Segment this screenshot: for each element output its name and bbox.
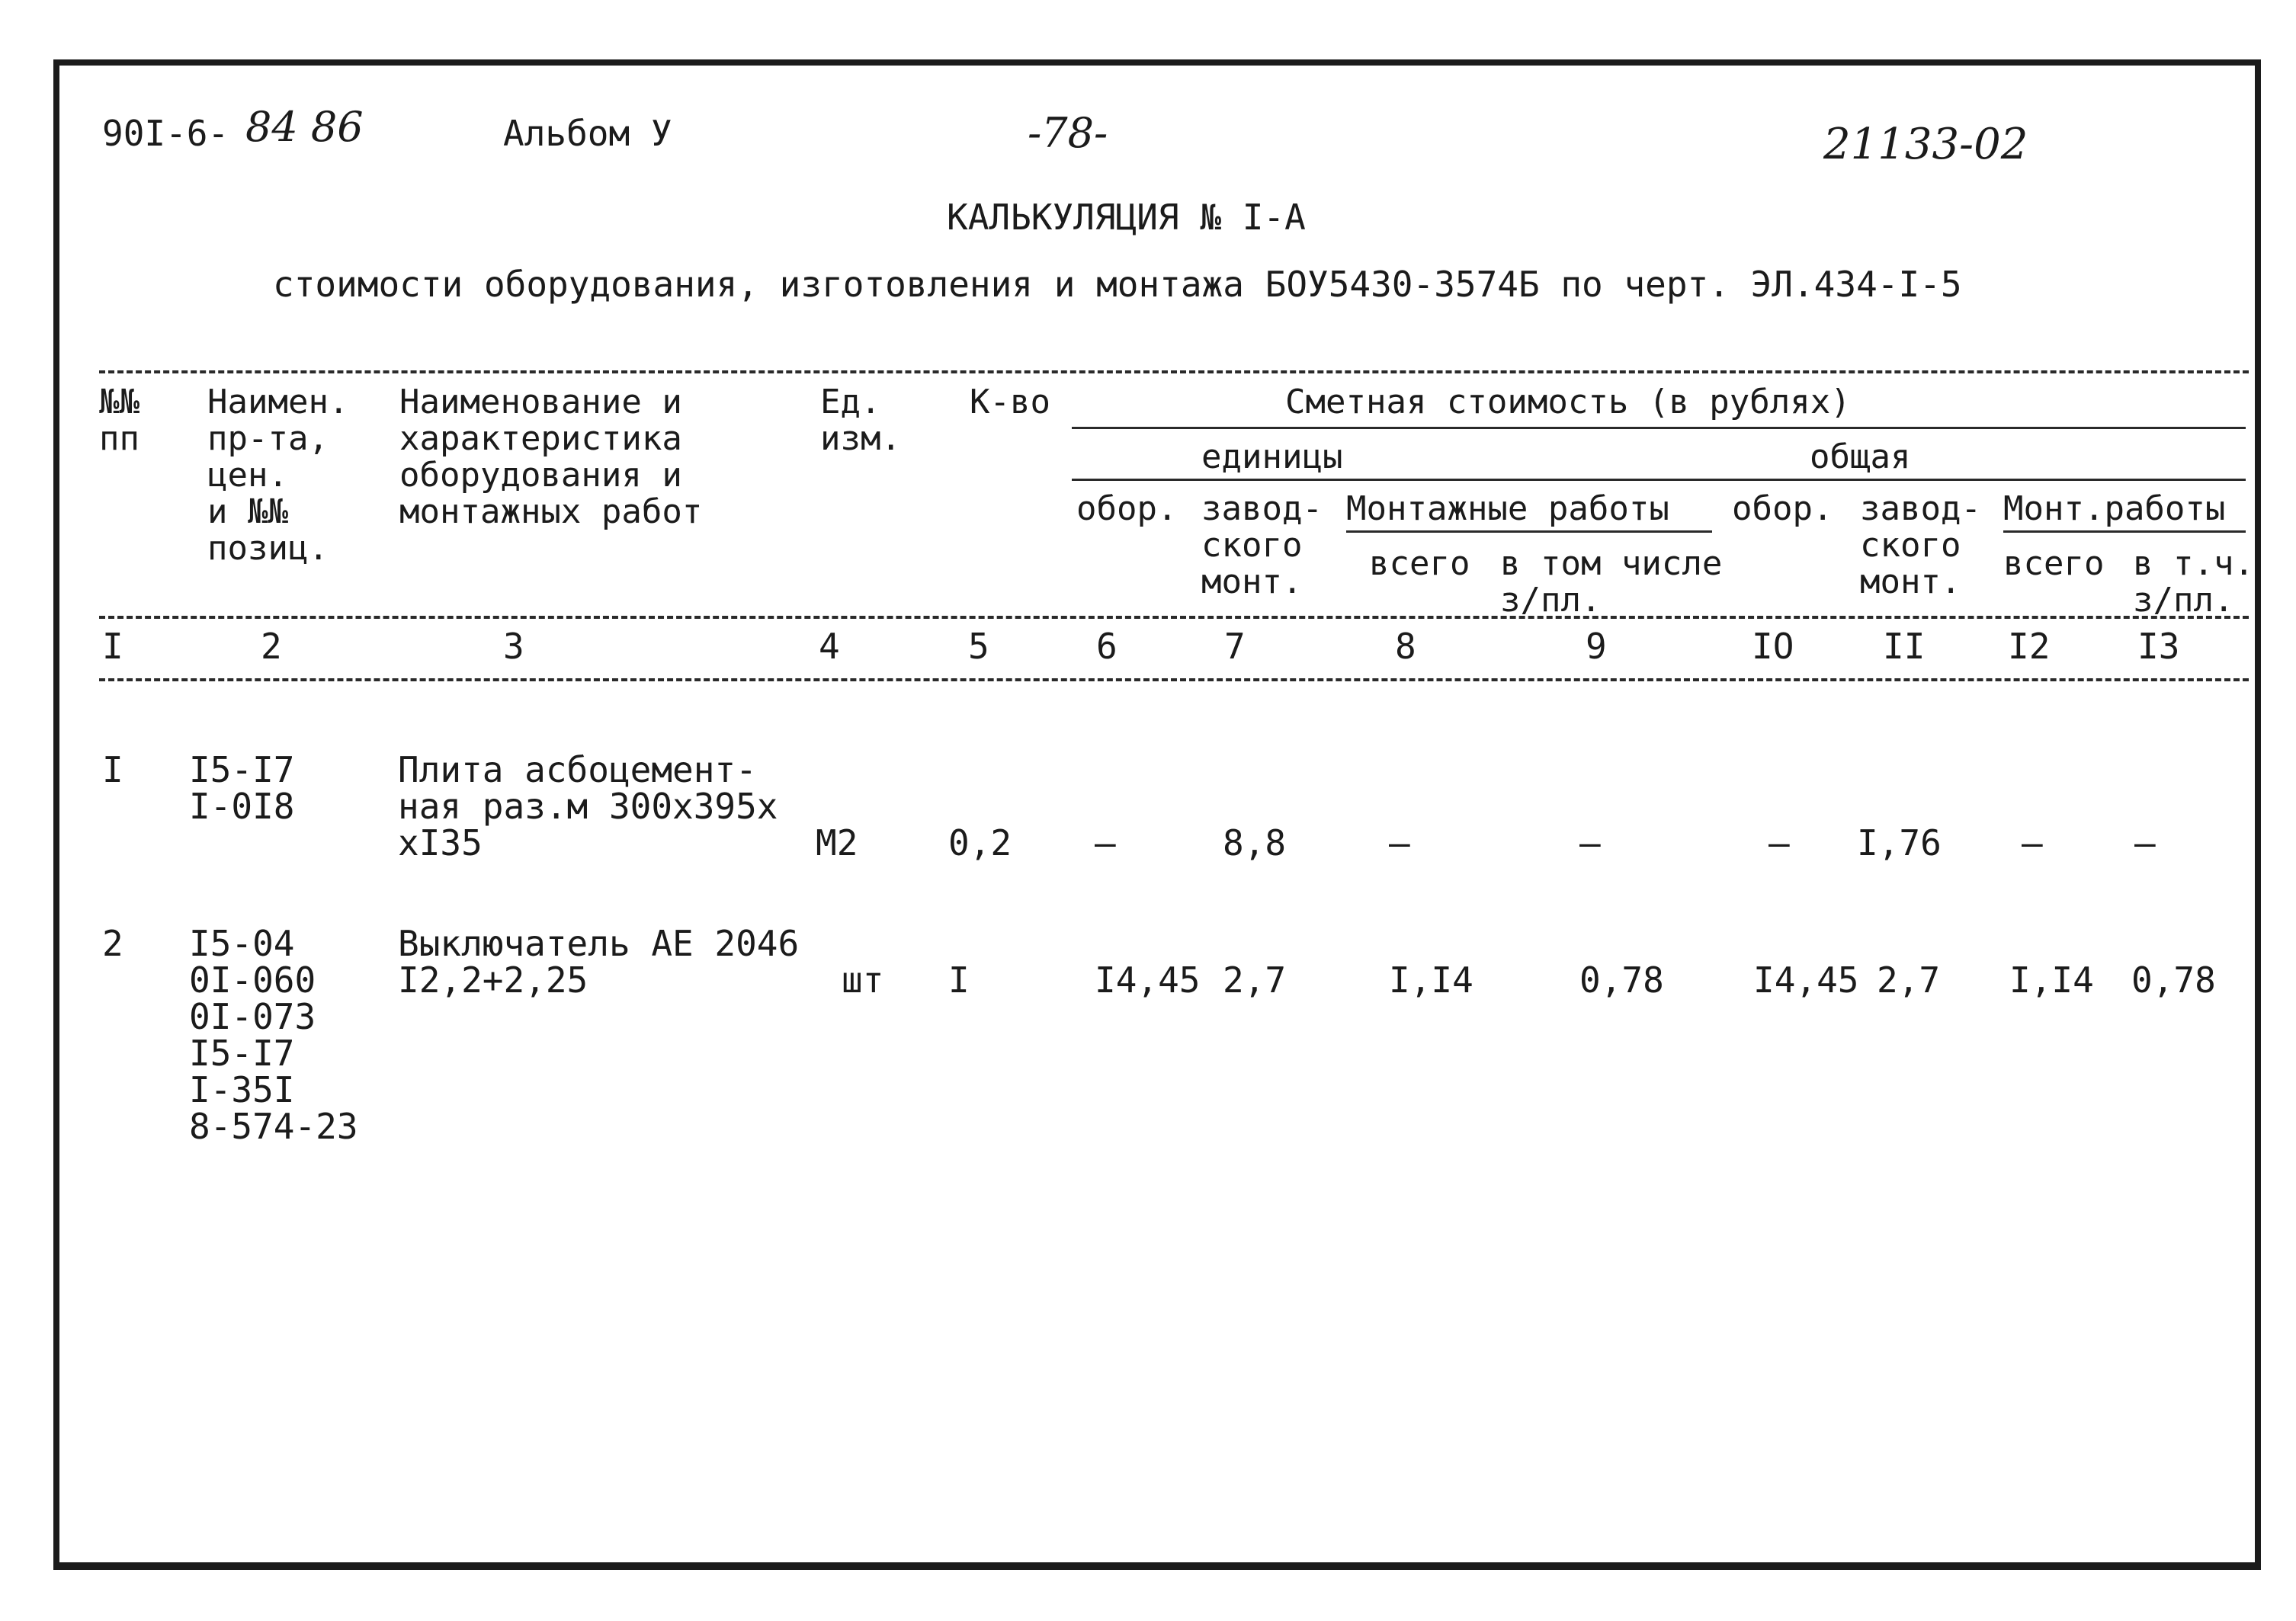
album-label: Альбом У — [503, 113, 672, 154]
row-quantity: 0,2 — [948, 822, 1012, 863]
document-number: 21133-02 — [1823, 120, 2028, 169]
document-code-handwritten: 84 86 — [245, 103, 364, 151]
row-price-code: I5-04 0I-060 0I-073 I5-I7 I-35I 8-574-23 — [189, 923, 358, 1147]
installation-works-underline — [1346, 530, 1712, 533]
header-bottom-rule — [99, 616, 2249, 619]
column-number: 7 — [1224, 626, 1246, 667]
row-total-factory-install: 2,7 — [1877, 959, 1941, 1001]
header-quantity: К-во — [970, 383, 1050, 421]
row-quantity: I — [948, 959, 970, 1001]
table-top-rule — [99, 370, 2249, 373]
row-total-install-all: I,I4 — [2009, 959, 2094, 1001]
row-unit-install-all: I,I4 — [1389, 959, 1473, 1001]
row-total-equipment: – — [1768, 822, 1790, 863]
calculation-title: КАЛЬКУЛЯЦИЯ № I-А — [947, 197, 1306, 238]
document-code-prefix: 90I-6- — [102, 113, 229, 154]
total-installation-underline — [2003, 530, 2246, 533]
column-numbers-rule — [99, 678, 2249, 681]
row-number: I — [102, 749, 123, 790]
column-number: 9 — [1586, 626, 1607, 667]
column-number: 6 — [1096, 626, 1118, 667]
group-line-estimated-cost — [1072, 427, 2246, 429]
row-unit-install-wages: – — [1579, 822, 1601, 863]
row-unit-install-wages: 0,78 — [1579, 959, 1664, 1001]
column-number: 5 — [968, 626, 989, 667]
header-total-factory-install: завод- ского монт. — [1860, 489, 1981, 601]
calculation-subtitle: стоимости оборудования, изготовления и монтажа БОУ5430-3574Б по черт. ЭЛ.434-I-5 — [273, 264, 1962, 305]
row-unit-equipment: – — [1095, 822, 1116, 863]
column-number: 3 — [503, 626, 524, 667]
header-unit-installation-works: Монтажные работы — [1346, 489, 1669, 528]
row-unit-factory-install: 8,8 — [1223, 822, 1287, 863]
header-total-equipment: обор. — [1732, 489, 1833, 528]
column-number: 4 — [819, 626, 840, 667]
row-number: 2 — [102, 923, 123, 964]
row-total-install-wages: – — [2134, 822, 2156, 863]
header-unit-factory-install: завод- ского монт. — [1201, 489, 1323, 601]
row-total-factory-install: I,76 — [1857, 822, 1942, 863]
column-number: IO — [1752, 626, 1794, 667]
header-total-install-wages: в т.ч. з/пл. — [2133, 544, 2254, 620]
column-number: I — [102, 626, 123, 667]
row-total-equipment: I4,45 — [1753, 959, 1859, 1001]
row-unit: шт — [842, 959, 884, 1001]
header-total-install-all: всего — [2003, 544, 2105, 583]
row-unit-equipment: I4,45 — [1095, 959, 1201, 1001]
header-item-number: №№ пп — [99, 383, 139, 458]
header-name: Наименование и характеристика оборудования и монтажных работ — [399, 383, 703, 531]
row-name: Плита асбоцемент- ная раз.м 300х395х хI35 — [398, 749, 778, 863]
column-number: I2 — [2008, 626, 2051, 667]
row-name: Выключатель АЕ 2046 I2,2+2,25 — [398, 923, 800, 1001]
column-number: I3 — [2137, 626, 2180, 667]
row-total-install-all: – — [2022, 822, 2043, 863]
header-unit-install-wages: в том числе з/пл. — [1500, 544, 1723, 620]
row-unit-factory-install: 2,7 — [1223, 959, 1287, 1001]
header-unit-install-all: всего — [1369, 544, 1470, 583]
header-price-code: Наимен. пр-та, цен. и №№ позиц. — [207, 383, 349, 568]
column-number: II — [1883, 626, 1926, 667]
column-number: 2 — [261, 626, 282, 667]
header-total-installation-works: Монт.работы — [2003, 489, 2226, 528]
header-per-unit: единицы — [1201, 437, 1343, 476]
header-estimated-cost: Сметная стоимость (в рублях) — [1285, 383, 1851, 421]
row-price-code: I5-I7 I-0I8 — [189, 749, 295, 827]
header-total: общая — [1810, 437, 1911, 476]
group-line-unit-total — [1072, 479, 2246, 481]
header-unit-equipment: обор. — [1076, 489, 1178, 528]
header-unit: Ед. изм. — [820, 383, 901, 458]
row-unit: М2 — [816, 822, 858, 863]
column-number: 8 — [1395, 626, 1416, 667]
row-total-install-wages: 0,78 — [2131, 959, 2216, 1001]
row-unit-install-all: – — [1389, 822, 1410, 863]
page-number: -78- — [1028, 109, 1108, 157]
